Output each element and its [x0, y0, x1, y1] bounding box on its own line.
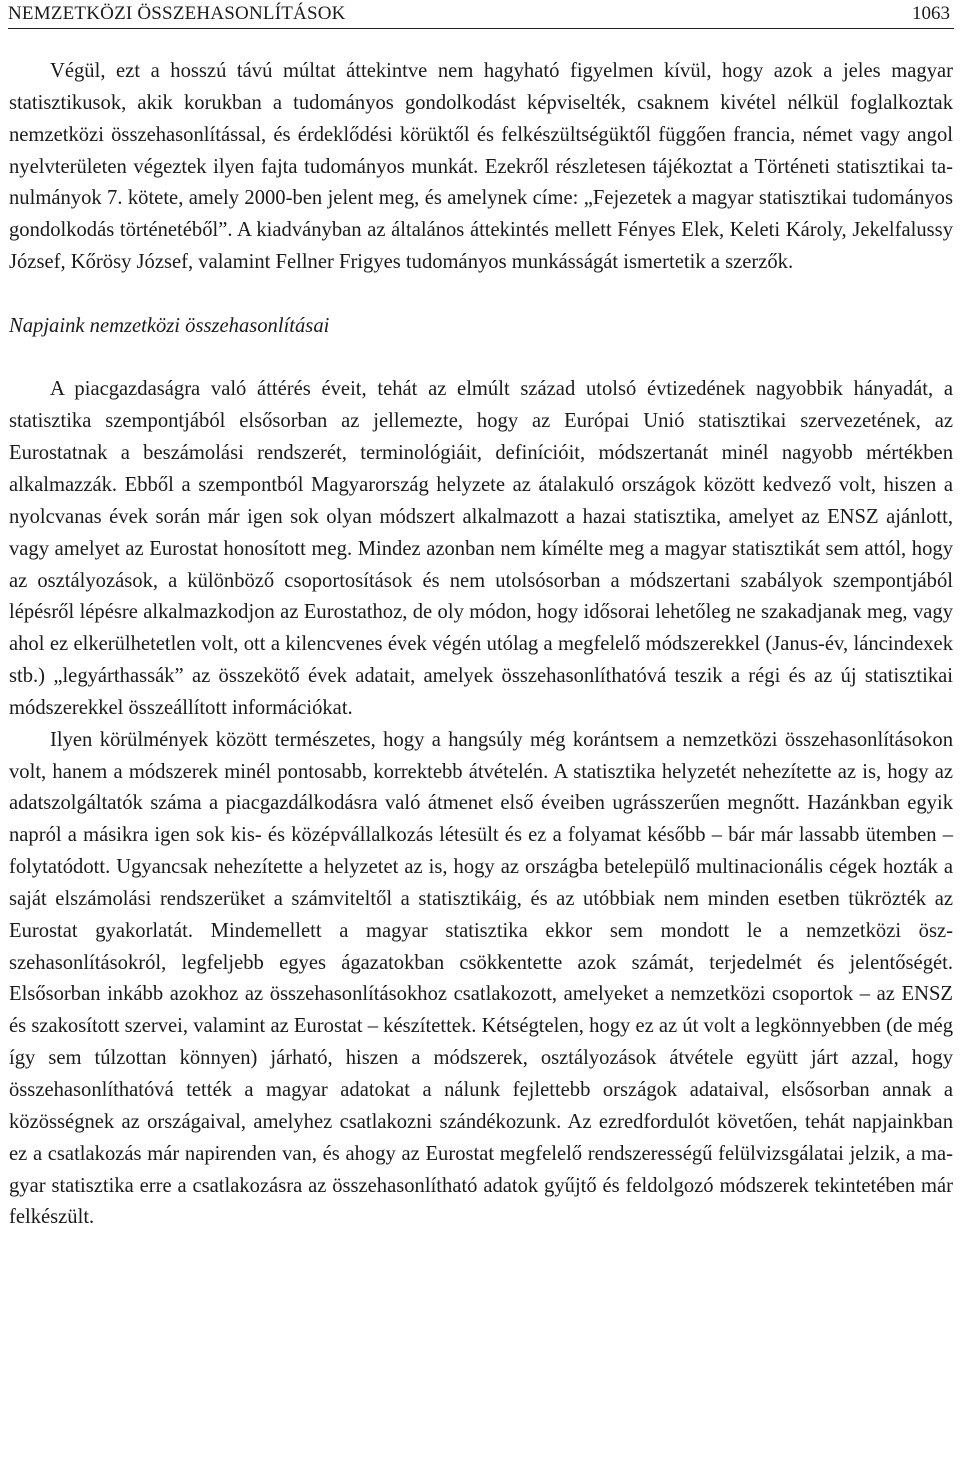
page-number: 1063: [912, 3, 950, 24]
running-header: [8, 0, 954, 29]
section-heading: Napjaink nemzetközi összehasonlításai: [9, 314, 330, 337]
running-header-title: NEMZETKÖZI ÖSSZEHASONLÍTÁSOK: [8, 3, 346, 24]
paragraph: Végül, ezt a hosszú távú múltat áttekintve nem hagyható figyelmen kívül, hogy azok a jeles magyar statisztikusok, akik korukban a tudományos gondolkodást képviselték, csaknem kivétel nélkül foglalkoztak nemzetközi összehasonlítással, és érdeklődési körüktől és felkészültségüktől függően francia, német vagy angol nyelvterületen végeztek ilyen fajta tudományos munkát. Ezekről részletesen tájékoztat a Történeti statisztikai tanulmányok 7. kötete, amely 2000-ben jelent meg, és amelynek címe: „Fejezetek a magyar statisztikai tudományos gondolkodás történetéből”. A kiadványban az általános áttekintés mellett Fényes Elek, Keleti Károly, Jekelfalussy József, Kőrösy József, valamint Fellner Frigyes tudományos munkásságát ismertetik a szerzők.: [9, 60, 953, 274]
spacer: [9, 279, 953, 311]
paragraph: A piacgazdaságra való áttérés éveit, tehát az elmúlt század utolsó évtizedének nagyobbik hányadát, a statisztika szempontjából elsősorban az jellemezte, hogy az Európai Unió statisztikai szervezetének, az Eurostatnak a beszámolási rendszerét, terminológiáit, definícióit, módszertanát minél nagyobb mértékben alkalmazzák. Ebből a szempontból Magyarország helyzete az átalakuló országok között kedvező volt, hiszen a nyolcvanas évek során már igen sok olyan módszert alkalmazott a hazai statisztika, amelyet az ENSZ ajánlott, vagy amelyet az Eurostat honosított meg. Mindez azonban nem kímélte meg a magyar statisztikát sem attól, hogy az osztályozások, a különböző csoportosítások és nem utolsósorban a módszertani szabályok szempontjából lépésről lépésre alkalmazkodjon az Eurostathoz, de oly módon, hogy idősorai lehetőleg ne szakadjanak meg, vagy ahol ez elkerülhetetlen volt, ott a kilencvenes évek végén utólag a megfelelő módszerekkel (Janus-év, láncindexek stb.) „legyárthassák” az összekötő évek adatait, amelyek összehasonlíthatóvá teszik a régi és az új statisztikai módszerekkel összeállított információkat.: [9, 378, 953, 719]
paragraph: Ilyen körülmények között természetes, hogy a hangsúly még korántsem a nemzetközi összehasonlításokon volt, hanem a módszerek minél pontosabb, korrektebb átvételén. A statisztika helyzetét nehezítette az is, hogy az adatszolgáltatók száma a piacgazdálkodásra való átmenet első éveiben ugrásszerűen megnőtt. Hazánkban egyik napról a másikra igen sok kis- és középvállalkozás létesült és ez a folyamat később – bár már lassabb ütemben – folytatódott. Ugyancsak nehezítette a helyzetet az is, hogy az országba betelepülő multinacionális cégek hozták a saját elszámolási rendszerüket a számviteltől a statisztikáig, és az utóbbiak nem minden esetben tükrözték az Eurostat gyakorlatát. Mindemellett a magyar statisztika ekkor sem mondott le a nemzetközi öszszehasonlításokról, legfeljebb egyes ágazatokban csökkentette azok számát, terjedelmét és jelentőségét. Elsősorban inkább azokhoz az összehasonlításokhoz csatlakozott, amelyeket a nemzetközi csoportok – az ENSZ és szakosított szervei, valamint az Eurostat – készítettek. Kétségtelen, hogy ez az út volt a legkönnyebben (de még így sem túlzottan könnyen) járható, hiszen a módszerek, osztályozások átvétele együtt járt azzal, hogy összehasonlíthatóvá tették a magyar adatokat a nálunk fejlettebb országok adataival, elsősorban annak a közösségnek az országaival, amelyhez csatlakozni szándékozunk. Az ezredfordulót követően, tehát napjainkban ez a csatlakozás már napirenden van, és ahogy az Eurostat megfelelő rendszerességű felülvizsgálatai jelzik, a magyar statisztika erre a csatlakozásra az összehasonlítható adatok gyűjtő és feldolgozó módszerek tekintetében már felkészült.: [9, 728, 953, 1229]
spacer: [9, 343, 953, 375]
body-text: [9, 56, 953, 1234]
